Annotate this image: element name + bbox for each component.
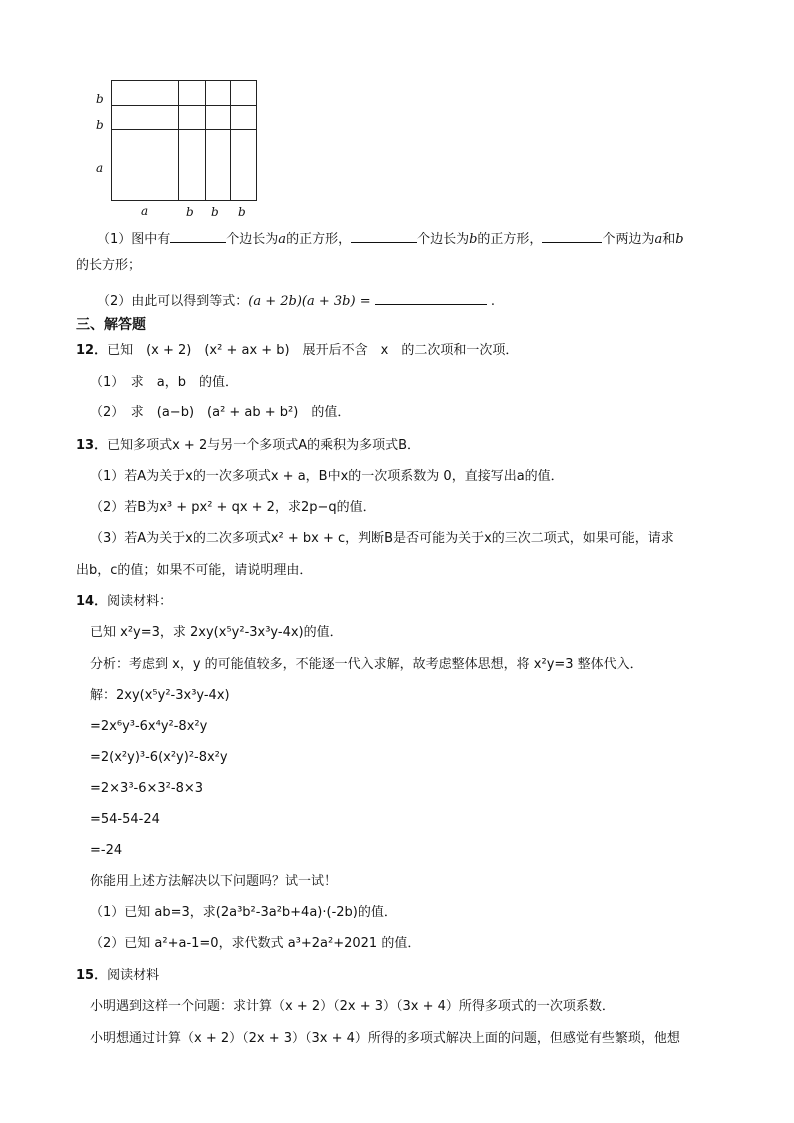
q11-part1-text: 的正方形， bbox=[477, 232, 543, 247]
question-number: 14． bbox=[76, 594, 108, 609]
question-number: 12． bbox=[76, 343, 108, 358]
math-var: b bbox=[675, 232, 684, 247]
figure-left-label: b bbox=[96, 92, 104, 106]
math-var: b bbox=[469, 232, 478, 247]
q13-sub3: （3）若A为关于x的二次多项式x² + bx + c，判断B是否可能为关于x的三次二项式，如果可能，请求 bbox=[90, 531, 674, 546]
answer-blank[interactable] bbox=[170, 228, 226, 243]
question-number: 15． bbox=[76, 968, 108, 983]
q13-stem bbox=[76, 437, 420, 455]
q11-part1 bbox=[97, 228, 684, 249]
figure-border-right bbox=[256, 80, 257, 201]
q11-part1-text: 个边长为 bbox=[226, 232, 279, 247]
math-expression: (a + 2b)(a + 3b) = bbox=[248, 294, 371, 309]
figure-vline-1 bbox=[178, 80, 179, 201]
q14-line: =-24 bbox=[90, 843, 123, 858]
q11-part2-text: . bbox=[490, 294, 496, 309]
q14-stem bbox=[76, 593, 172, 611]
figure-border-top bbox=[111, 80, 257, 81]
figure-bottom-label: b bbox=[211, 205, 219, 219]
figure-bottom-label: b bbox=[186, 205, 194, 219]
q14-line: （2）已知 a²+a-1=0，求代数式 a³+2a²+2021 的值． bbox=[90, 936, 421, 951]
q14-line: 分析：考虑到 x，y 的可能值较多，不能逐一代入求解，故考虑整体思想，将 x²y=3 整体代入． bbox=[90, 657, 643, 672]
q14-line: 你能用上述方法解决以下问题吗？试一试！ bbox=[90, 874, 338, 889]
figure-vline-3 bbox=[230, 80, 231, 201]
figure-hline-2 bbox=[111, 129, 257, 130]
q14-line: =2(x²y)³-6(x²y)²-8x²y bbox=[90, 750, 228, 765]
q14-line: 解：2xy(x⁵y²-3x³y-4x) bbox=[90, 688, 230, 703]
q11-part2-text: （2）由此可以得到等式： bbox=[97, 294, 249, 309]
q14-line: 已知 x²y=3，求 2xy(x⁵y²-3x³y-4x)的值． bbox=[90, 625, 343, 640]
figure-left-label: b bbox=[96, 118, 104, 132]
math-var: a bbox=[278, 232, 287, 247]
q15-stem bbox=[76, 967, 159, 985]
question-number: 13． bbox=[76, 438, 108, 453]
q14-line: =54-54-24 bbox=[90, 812, 160, 827]
figure-left-label: a bbox=[96, 161, 104, 175]
q14-line: =2x⁶y³-6x⁴y²-8x²y bbox=[90, 719, 208, 734]
q12-stem bbox=[76, 342, 518, 360]
section-heading: 三、解答题 bbox=[76, 317, 146, 333]
answer-blank[interactable] bbox=[542, 228, 602, 243]
answer-blank[interactable] bbox=[375, 290, 487, 305]
q13-sub2: （2）若B为x³ + px² + qx + 2，求2p−q的值． bbox=[90, 500, 376, 515]
question-text: 已知 (x + 2) (x² + ax + b) 展开后不含 x 的二次项和一次项． bbox=[107, 343, 519, 358]
q13-sub1: （1）若A为关于x的一次多项式x + a，B中x的一次项系数为 0，直接写出a的值． bbox=[90, 469, 564, 484]
figure-border-left bbox=[111, 80, 112, 201]
math-var: a bbox=[654, 232, 663, 247]
question-text: 已知多项式x + 2与另一个多项式A的乘积为多项式B． bbox=[107, 438, 421, 453]
figure-hline-1 bbox=[111, 105, 257, 106]
question-text: 阅读材料： bbox=[107, 594, 173, 609]
q15-line: 小明想通过计算（x + 2）（2x + 3）（3x + 4）所得的多项式解决上面的问题，但感觉有些繁琐，他想 bbox=[90, 1031, 680, 1046]
q12-sub2: （2） 求 (a−b) (a² + ab + b²) 的值． bbox=[90, 405, 351, 420]
figure-vline-2 bbox=[205, 80, 206, 201]
q11-part1-text: 个两边为 bbox=[602, 232, 655, 247]
figure-bottom-label: b bbox=[238, 205, 246, 219]
answer-blank[interactable] bbox=[351, 228, 417, 243]
q14-line: =2×3³-6×3²-8×3 bbox=[90, 781, 204, 796]
q15-line: 小明遇到这样一个问题：求计算（x + 2）（2x + 3）（3x + 4）所得多项式的一次项系数． bbox=[90, 999, 615, 1014]
figure-border-bottom bbox=[111, 200, 257, 201]
q11-part1-cont: 的长方形； bbox=[76, 258, 142, 273]
q12-sub1: （1） 求 a，b 的值． bbox=[90, 375, 238, 390]
q13-sub3-cont: 出b，c的值；如果不可能，请说明理由． bbox=[76, 563, 313, 578]
q11-part1-text: （1）图中有 bbox=[97, 232, 171, 247]
q11-part2 bbox=[97, 290, 495, 311]
q11-part1-text: 的正方形， bbox=[286, 232, 352, 247]
question-text: 阅读材料 bbox=[107, 968, 160, 983]
figure-bottom-label: a bbox=[141, 204, 149, 218]
q11-part1-text: 个边长为 bbox=[417, 232, 470, 247]
q11-part1-text: 和 bbox=[662, 232, 676, 247]
q14-line: （1）已知 ab=3，求(2a³b²-3a²b+4a)·(-2b)的值． bbox=[90, 905, 397, 920]
